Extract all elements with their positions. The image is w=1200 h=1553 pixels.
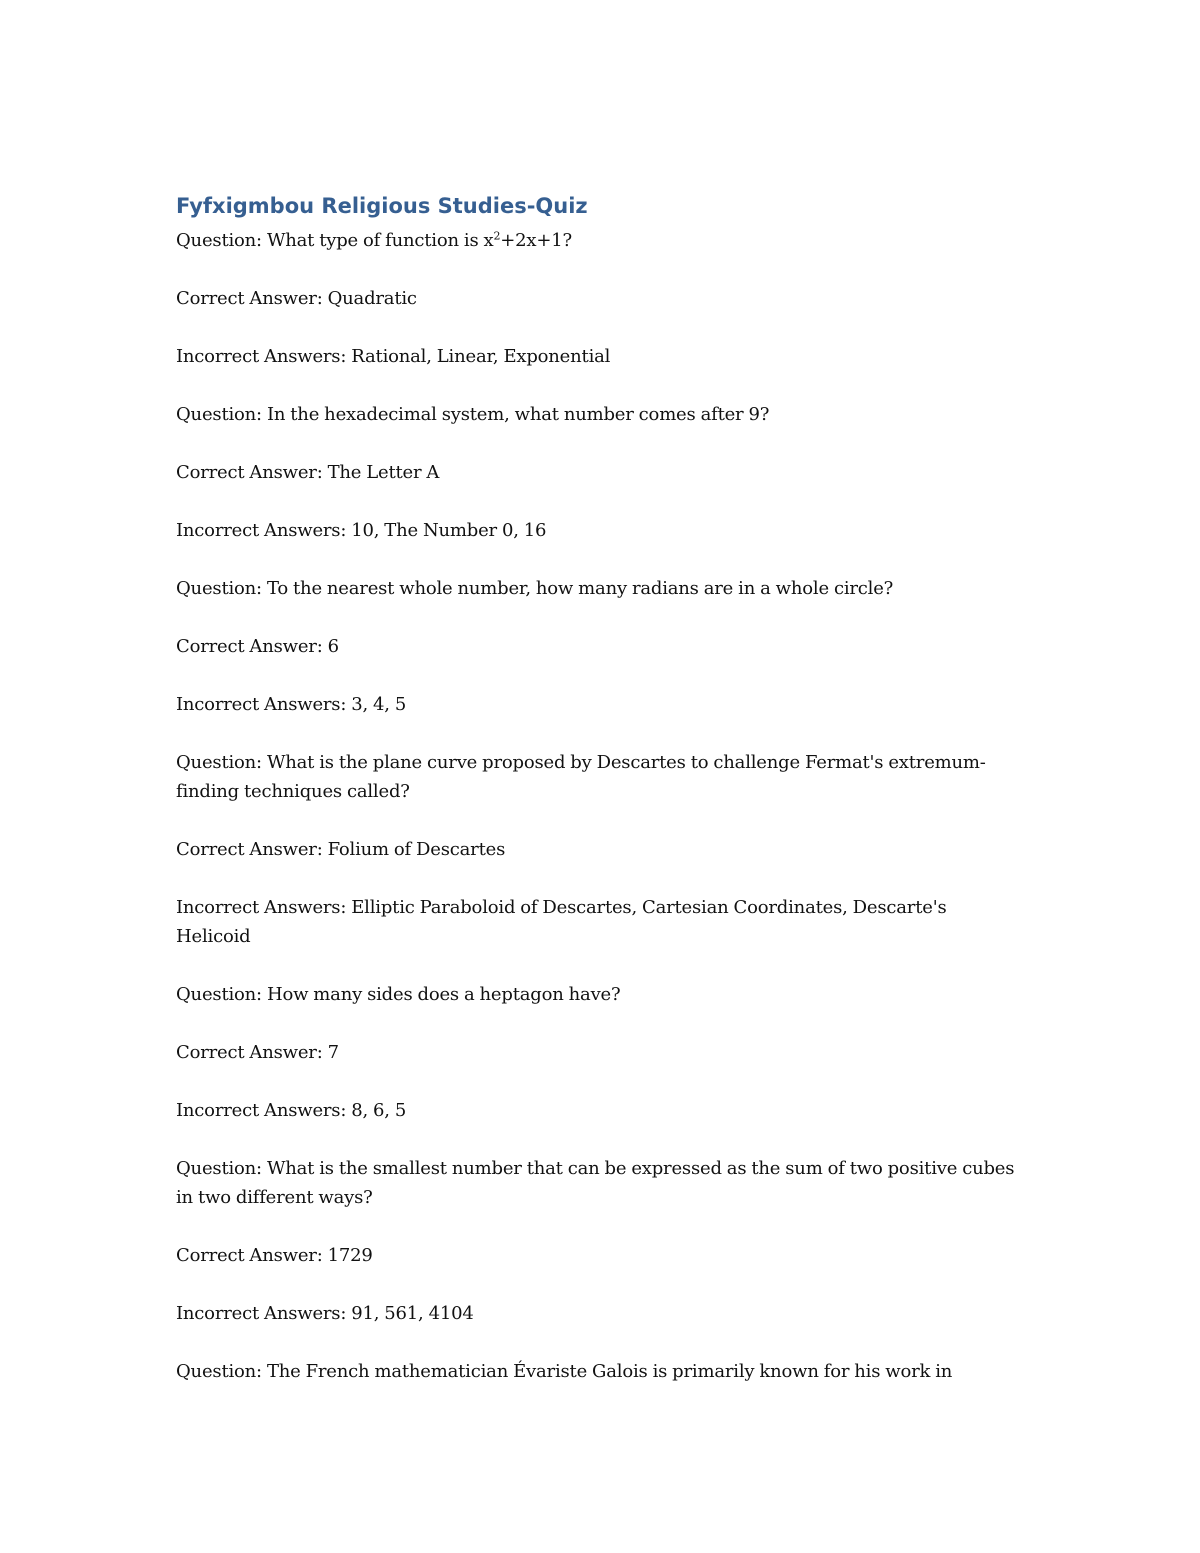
incorrect-answers-6: Incorrect Answers: 91, 561, 4104 — [176, 1303, 474, 1324]
question-1 — [176, 226, 1016, 255]
correct-answer-2: Correct Answer: The Letter A — [176, 462, 440, 483]
question-3: Question: To the nearest whole number, how many radians are in a whole circle? — [176, 578, 894, 599]
incorrect-answers-5: Incorrect Answers: 8, 6, 5 — [176, 1100, 407, 1121]
incorrect-answers-2: Incorrect Answers: 10, The Number 0, 16 — [176, 520, 547, 541]
question-4: Question: What is the plane curve proposed by Descartes to challenge Fermat's extremum-finding techniques called? — [176, 752, 986, 802]
question-7: Question: The French mathematician Évariste Galois is primarily known for his work in — [176, 1361, 953, 1382]
question-1-prefix: Question: What type of function is x — [176, 230, 494, 251]
correct-answer-6: Correct Answer: 1729 — [176, 1245, 373, 1266]
question-6: Question: What is the smallest number that can be expressed as the sum of two positive cubes in two different ways? — [176, 1158, 1015, 1208]
incorrect-answers-4: Incorrect Answers: Elliptic Paraboloid of Descartes, Cartesian Coordinates, Descarte's Helicoid — [176, 897, 947, 947]
question-1-exponent: 2 — [493, 229, 501, 243]
document-body — [176, 188, 1016, 1415]
question-2: Question: In the hexadecimal system, what number comes after 9? — [176, 404, 770, 425]
correct-answer-5: Correct Answer: 7 — [176, 1042, 339, 1063]
document-title: Fyfxigmbou Religious Studies-Quiz — [176, 194, 588, 218]
question-1-suffix: +2x+1? — [500, 230, 572, 251]
incorrect-answers-3: Incorrect Answers: 3, 4, 5 — [176, 694, 407, 715]
incorrect-answers-1: Incorrect Answers: Rational, Linear, Exponential — [176, 346, 611, 367]
correct-answer-1: Correct Answer: Quadratic — [176, 288, 417, 309]
question-5: Question: How many sides does a heptagon have? — [176, 984, 621, 1005]
correct-answer-3: Correct Answer: 6 — [176, 636, 339, 657]
correct-answer-4: Correct Answer: Folium of Descartes — [176, 839, 506, 860]
